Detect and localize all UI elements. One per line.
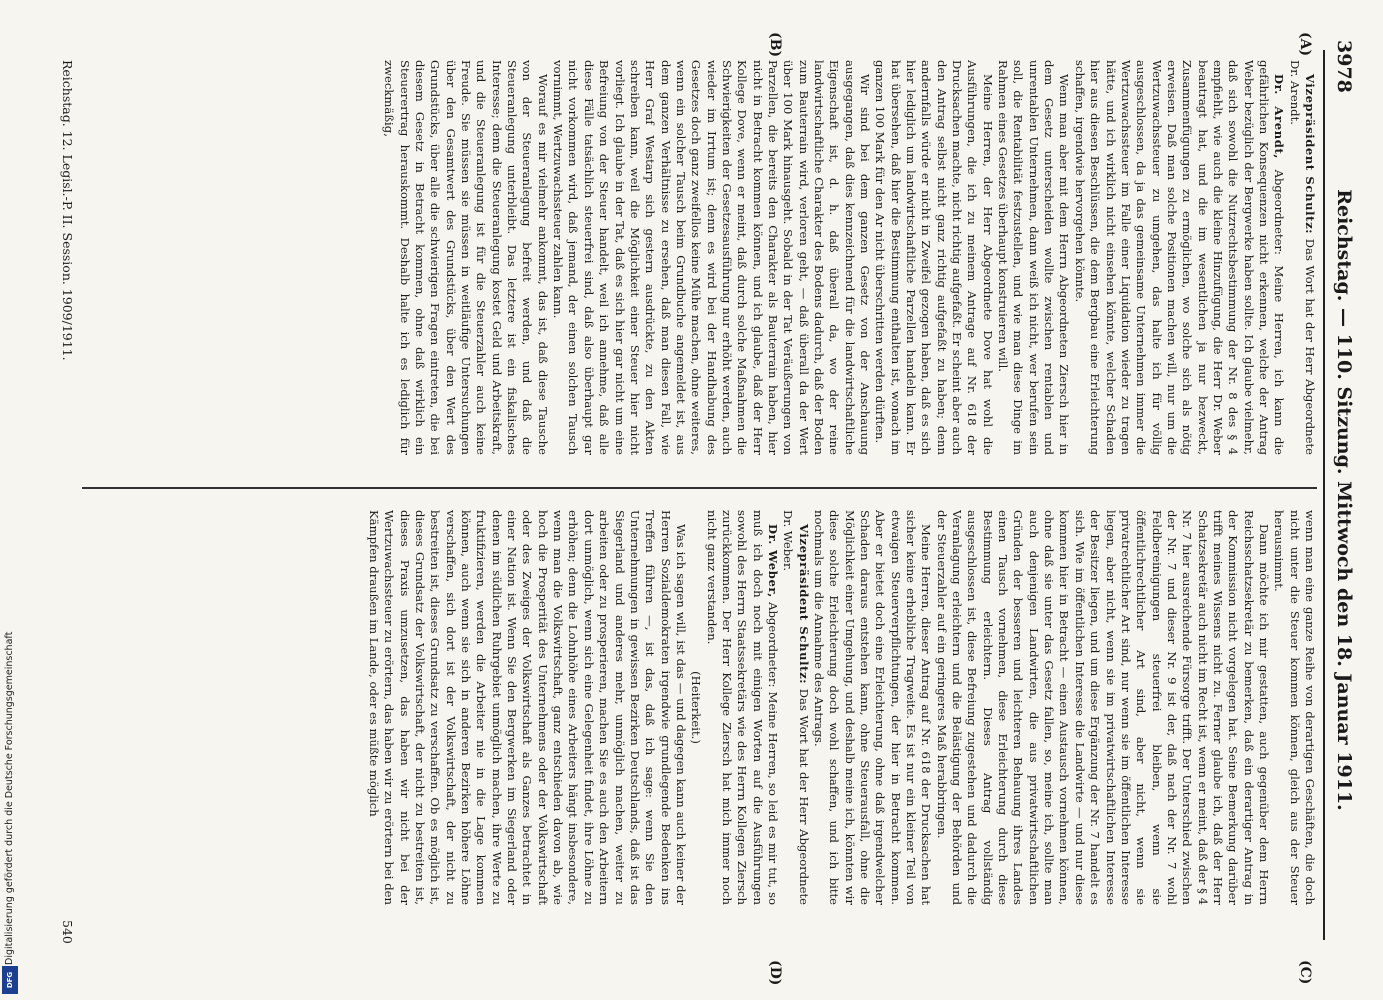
header-rule	[1323, 50, 1325, 940]
page-header	[1327, 40, 1361, 930]
paragraph: Worauf es mir vielmehr ankommt, das ist, daß diese Tausche von der Steueranlegung befreit werden, und daß die Steueranlegung unterbleibt. Das letztere ist ein fiskalisches Interesse; denn die Steueranlegung kostet Geld und Arbeitskraft, und die Steueranlegung ist für die Steuerzahler auch keine Freude. Sie müssen sie müssen in weitläufige Untersuchungen über den Gesamtwert des Grundstücks, über den Wert des Grundstücks, über alle die schwierigen Fragen eintreten, die bei diesem Gesetz in Betracht kommen, ohne daß wirklich ein Steuerertrag herauskommt. Deshalb halte ich es lediglich für zweckmäßig,	[382, 60, 550, 455]
session-title: Reichstag. — 110. Sitzung. Mittwoch den 18. Januar 1911.	[1333, 189, 1355, 811]
paragraph	[703, 510, 780, 905]
margin-marker-d: (D)	[767, 960, 783, 986]
paragraph: Meine Herren, dieser Antrag auf Nr. 618 der Drucksachen hat sicher keine erhebliche Tragweite. Es ist nur ein kleiner Teil von etwaigen Steuerverpflichtungen, der hier in Betracht kommen. Aber er bietet doch eine Erleichterung, ohne daß irgendwelcher Schaden daraus entstehen kann, ohne Steuerausfall, ohne die Möglichkeit einer Umgehung, und deshalb meine ich, könnten wir diese solche Erleichterung doch wohl schaffen, und ich bitte nochmals um die Annahme des Antrags.	[812, 510, 934, 905]
speaker-name: Dr. Arendt,	[1272, 74, 1287, 160]
speaker-name: Vizepräsident Schultz:	[796, 524, 811, 685]
margin-marker-c: (C)	[1297, 960, 1313, 985]
paragraph: Was ich sagen will, ist das — und dagegen kann auch keiner der Herren Sozialdemokraten irgendwie grundlegende Bedenken ins Treffen führen —, ist das, daß ich sage: wenn Sie den Unternehmungen in gewissen Bezirken Deutschlands, daß ist das Siegerland und anderes mehr, unmöglich machen, weiter zu arbeiten oder zu prosperieren, machen Sie es auch den Arbeitern dort unmöglich, wenn sich eine Gelegenheit findet, ihre Löhne zu erhöhen; denn die Lohnhöhe eines Arbeiters hängt insbesondere, wenn man die Volkswirtschaft, ganz entschieden davon ab, wie hoch die Prosperität des Unternehmens oder der Volkswirtschaft oder des Zweiges der Volkswirtschaft als Ganzes betrachtet in einer Nation ist. Wenn Sie den Bergwerken im Siegerland oder denen im südlichen Ruhrgebiet unmöglich machen, ihre Werte zu fruktifizieren, werden die Arbeiter nie in die Lage kommen können, auch wenn sie sich in anderen Bezirken höhere Löhne verschaffen, sich dort ist der Volkswirtschaft, der nicht zu bestreiten ist, dieses Grundsatz zu verschaffen. Ob es möglich ist, dieses Grundsatz der Volkswirtschaft, der nicht zu bestreiten ist, dieses Praxis umzusetzen, das haben wir nicht bei der Wertzuwachssteuer zu erörtern, das haben wir zu erörtern bei den Kämpfen draußen im Lande, oder es müßte möglich	[367, 510, 688, 905]
margin-marker-b: (B)	[767, 32, 783, 58]
speaker-name: Dr. Weber,	[765, 524, 780, 598]
credit-text: Digitalisierung gefördert durch die Deutsche Forschungsgemeinschaft	[4, 631, 15, 965]
right-column	[82, 510, 1317, 905]
speaker-name: Vizepräsident Schultz:	[1303, 74, 1317, 235]
paragraph: Meine Herren, der Herr Abgeordnete Dove hat wohl die Ausführungen, die ich zu meinem Antrage auf Nr. 618 der Drucksachen machte, nicht richtig aufgefaßt. Er scheint aber auch den Antrag selbst nicht ganz richtig aufgefaßt zu haben; denn andernfalls würde er nicht in Zweifel gezogen haben, daß es sich hier lediglich um landwirtschaftliche Parzellen handeln kann. Er hat übersehen, daß hier die Bestimmung enthalten ist, wonach im ganzen 100 Mark für den Ar nicht überschritten werden dürften.	[873, 60, 995, 455]
page-number-top: 3978	[1333, 40, 1355, 93]
paragraph-text: Das Wort hat der Herr Abgeordnete Dr. Weber.	[781, 510, 811, 905]
page-footer: Reichstag. 12. Legisl.-P. II. Session. 1909/1911.	[60, 60, 75, 361]
paragraph-text: Abgeordneter: Meine Herren, ich kann die gefährlichen Konsequenzen nicht erkennen, welche der Antrag Weber bezüglich der Bergwerke haben sollte. Ich glaube vielmehr, daß sich sowohl die Nutzrechtsbestimmung der Nr. 8 des § 4 empfiehlt, wie auch die kleine Hinzufügung, die Herr Dr. Weber beantragt hat, und die im wesentlichen ja nur bezweckt, Zusammenfügungen zu ermöglichen, wo solche sich als nötig erweisen. Daß man solche Positionen machen will, nur um die Wertzuwachssteuer zu umgehen, das halte ich für völlig ausgeschlossen, da ja das gemeinsame Unternehmen immer die Wertzuwachssteuer im Falle einer Liquidation wieder zu tragen hätte, und ich wirklich nicht einsehen könnte, welcher Schaden hier aus diesen Beschlüssen, die dem Bergbau eine Erleichterung schaffen, irgendwie hervorgehen könnte.	[1072, 60, 1287, 455]
paragraph: Wir sind bei dem ganzen Gesetz von der Anschauung ausgegangen, daß dies kennzeichnend für die landwirtschaftliche Eigenschaft ist, d. h. daß überall da, wo der reine landwirtschaftliche Charakter des Bodens dadurch, daß der Boden zum Bauterrain wird, verloren geht, — daß überall da der Wert über 100 Mark hinausgeht. Sobald in der Tat Veräußerungen von Parzellen, die bereits den Charakter als Bauterrain haben, hier nicht in Betracht kommen können, und ich glaube, daß der Herr Kollege Dove, wenn er meint, daß durch solche Maßnahmen die Schwierigkeiten der Gesetzesausführung nur erhöht werden, auch wieder im Irrtum ist; denn es wird bei der Handhabung des Gesetzes doch ganz zweifellos keine Mühe machen, ohne weiteres, wenn ein solcher Tausch beim Grundbuche angemeldet ist, aus dem ganzen Verhältnisse zu ersehen, daß man diesen Fall, wie Herr Graf Westarp sich gestern ausdrückte, zu den Akten schreiben kann, weil die Möglichkeit einer Steuer hier nicht vorliegt. Ich glaube in der Tat, daß es sich hier gar nicht um eine Befreiung von der Steuer handelt, weil ich annehme, daß alle diese Fälle tatsächlich steuerfrei sind, daß also überhaupt gar nicht vorkommen wird, daß jemand, der einen solchen Tausch vornimmt, Wertzuwachssteuer zahlen kann.	[551, 60, 873, 455]
paragraph	[1072, 60, 1287, 455]
paragraph-text: Das Wort hat der Herr Abgeordnete Dr. Arendt.	[1287, 60, 1317, 455]
dfg-logo-text: DFG	[6, 971, 14, 989]
paragraph-text: Abgeordneter: Meine Herren, so leid es mir tut, so muß ich doch noch mit einigen Worten auf die Ausführungen sowohl des Herrn Staatssekretärs wie des Herrn Kollegen Ziersch zurückkommen. Der Herr Kollege Ziersch hat mich immer noch nicht ganz verstanden.	[704, 510, 780, 905]
margin-marker-a: (A)	[1297, 32, 1313, 57]
dfg-logo-icon	[2, 966, 18, 994]
paragraph: Dann möchte ich mir gestatten, auch gegenüber dem Herrn Reichsschatzsekretär zu bemerken, daß ein derartiger Antrag in der Kommission nicht vorgelegen hat. Seine Bemerkung darüber trifft meines Wissens nicht zu. Ferner glaube ich, daß der Herr Schatzsekretär auch nicht im Recht ist, wenn er meint, daß der § 4 Nr. 7 hier ausreichende Fürsorge trifft. Der Unterschied zwischen der Nr. 7 und dieser Nr. 9 ist der, daß nach der Nr. 7 wohl Feldbereinigungen steuerfrei bleiben, wenn sie öffentlichrechtlicher Art sind, aber nicht, wenn sie privatrechtlicher Art sind, nur wenn sie im öffentlichen Interesse liegen, aber nicht, wenn sie im privatwirtschaftlichen Interesse der Besitzer liegen, und um diese Ergänzung der Nr. 7 handelt es sich. Wie im öffentlichen Interesse die Landwirte — und nur diese kommen hier in Betracht — einen Austausch vornehmen können, ohne daß sie unter das Gesetz fallen, so, meine ich, sollte man auch denjenigen Landwirten, die aus privatwirtschaftlichen Gründen der besseren und leichteren Behauung ihres Landes einen Tausch vornehmen, diese Erleichterung durch diese Bestimmung erleichtern. Dieses Antrag vollständig ausgeschlossen ist, diese Befreiung zugestehen und dadurch die Veranlagung erleichtern und die Belästigung der Behörden und der Steuerzahler auf ein geringeres Maß herabbringen.	[934, 510, 1271, 905]
paragraph: Wenn man aber mit dem Herrn Abgeordneten Ziersch hier in dem Gesetz unterscheiden wollte zwischen rentablen und unrentablen Unternehmen, dann weiß ich nicht, wer berufen sein soll, die Rentabilität festzustellen, und wie man diese Dinge im Rahmen eines Gesetzes überhaupt konstruieren will.	[996, 60, 1072, 455]
paragraph: wenn man eine ganze Reihe von derartigen Geschäften, die doch nicht unter die Steuer kommen können, gleich aus der Steuer herausnimmt.	[1272, 510, 1317, 905]
paragraph	[780, 510, 811, 905]
column-divider	[82, 487, 1317, 489]
side-credit	[4, 0, 18, 1000]
page-number-bottom: 540	[60, 920, 75, 944]
paragraph	[1286, 60, 1317, 455]
left-column	[82, 60, 1317, 455]
laughter-note: (Heiterkeit.)	[689, 671, 704, 744]
